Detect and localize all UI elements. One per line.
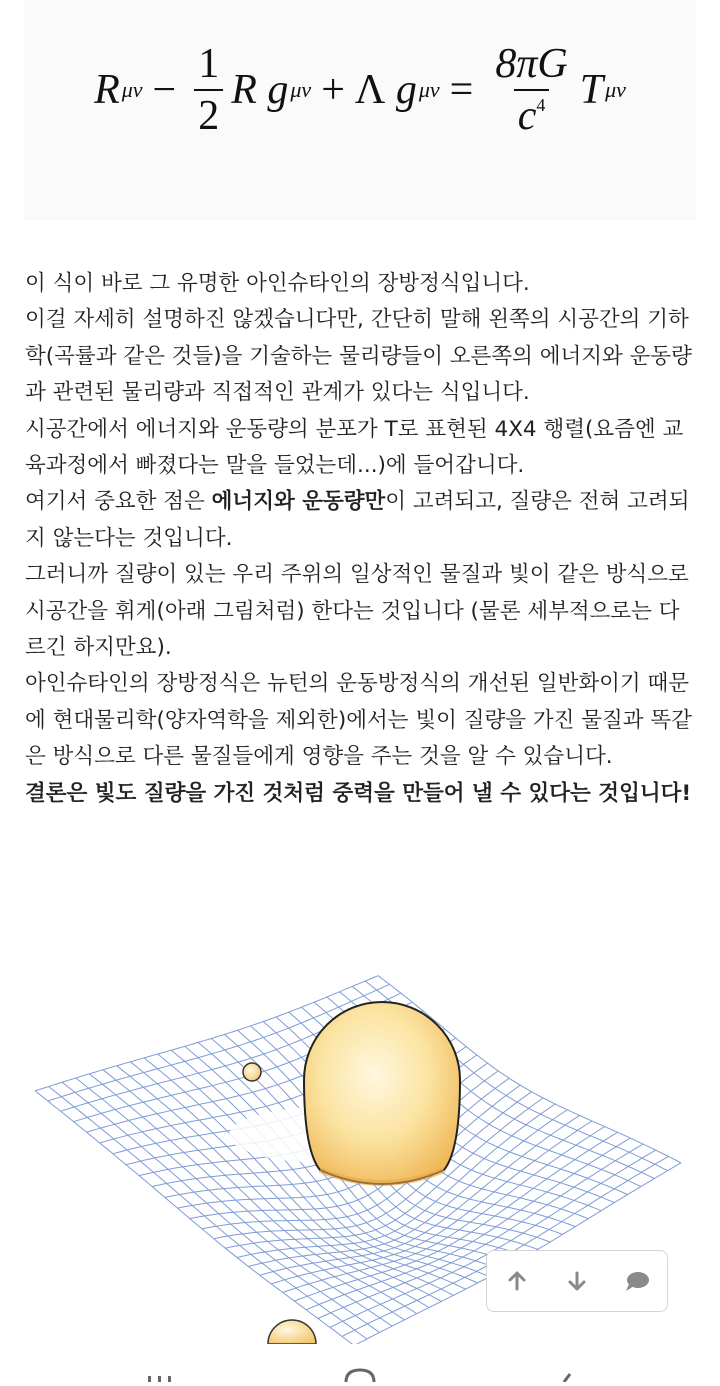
paragraph: 시공간에서 에너지와 운동량의 분포가 T로 표현된 4X4 행렬(요즘엔 교육과정에서 빠졌다는 말을 들었는데...)에 들어갑니다. xyxy=(25,416,684,479)
emphasis-text: 에너지와 운동량만 xyxy=(211,489,386,515)
paragraph-text: 이 고려되고, 질량은 전혀 고려되지 않는다는 것입니다. xyxy=(25,489,690,551)
home-icon xyxy=(342,1366,378,1382)
conclusion-paragraph xyxy=(25,776,697,812)
small-sphere xyxy=(243,1063,261,1081)
system-navigation-bar xyxy=(0,1344,720,1381)
eq-half-num: 1 xyxy=(198,41,220,87)
eq-half-den: 2 xyxy=(194,89,223,137)
floating-action-toolbar xyxy=(486,1250,668,1312)
emphasis-text: 결론은 빛도 질량을 가진 것처럼 중력을 만들어 낼 수 있다는 것입니다! xyxy=(25,780,692,806)
eq-g2: g xyxy=(395,67,417,113)
eq-lambda: Λ xyxy=(354,67,386,113)
paragraph: 그러니까 질량이 있는 우리 주위의 일상적인 물질과 빛이 같은 방식으로 시공간을 휘게(아래 그림처럼) 한다는 것입니다 (물론 세부적으로는 다르긴 하지만요). xyxy=(25,562,689,661)
paragraph: 이걸 자세히 설명하진 않겠습니다만, 간단히 말해 왼쪽의 시공간의 기하학(곡률과 같은 것들)을 기술하는 물리량들이 오른쪽의 에너지와 운동량과 관련된 물리량과 직접적인 관계가 있다는 식입니다. xyxy=(25,307,692,406)
eq-minus: − xyxy=(152,67,177,113)
eq-T: T xyxy=(579,67,604,113)
eq-g1: g xyxy=(267,67,289,113)
einstein-field-equation xyxy=(94,43,626,137)
menu-icon xyxy=(144,1366,176,1382)
equation-image xyxy=(24,0,696,220)
recent-apps-button[interactable] xyxy=(144,1366,176,1386)
eq-R2: R xyxy=(231,67,257,113)
eq-sub: μν xyxy=(418,77,440,102)
bottom-sphere xyxy=(268,1320,316,1344)
upvote-button[interactable] xyxy=(497,1261,537,1301)
arrow-down-icon xyxy=(565,1269,589,1293)
eq-coupling-den xyxy=(514,89,550,137)
paragraph-text: 여기서 중요한 점은 xyxy=(25,489,212,515)
home-button[interactable] xyxy=(342,1366,378,1386)
paragraph xyxy=(25,484,697,557)
back-icon xyxy=(556,1366,576,1382)
eq-sub: μν xyxy=(290,77,312,102)
paragraph: 이 식이 바로 그 유명한 아인슈타인의 장방정식입니다. xyxy=(25,271,530,296)
eq-c: c xyxy=(517,93,537,139)
eq-sub: μν xyxy=(121,77,143,102)
comment-button[interactable] xyxy=(617,1261,657,1301)
eq-sub: μν xyxy=(605,77,626,102)
eq-coupling-num: 8πG xyxy=(495,41,568,87)
back-button[interactable] xyxy=(556,1366,576,1386)
article-body xyxy=(25,266,697,812)
speech-bubble-icon xyxy=(623,1269,651,1293)
eq-half xyxy=(194,43,223,137)
eq-R: R xyxy=(94,67,120,113)
eq-coupling xyxy=(491,43,571,137)
downvote-button[interactable] xyxy=(557,1261,597,1301)
large-sphere xyxy=(304,1002,460,1184)
eq-four: 4 xyxy=(536,95,546,115)
eq-equals: = xyxy=(449,67,474,113)
paragraph: 아인슈타인의 장방정식은 뉴턴의 운동방정식의 개선된 일반화이기 때문에 현대물리학(양자역학을 제외한)에서는 빛이 질량을 가진 물질과 똑같은 방식으로 다른 물질들에게 영향을 주는 것을 알 수 있습니다. xyxy=(25,671,692,770)
arrow-up-icon xyxy=(505,1269,529,1293)
eq-plus: + xyxy=(321,67,345,113)
